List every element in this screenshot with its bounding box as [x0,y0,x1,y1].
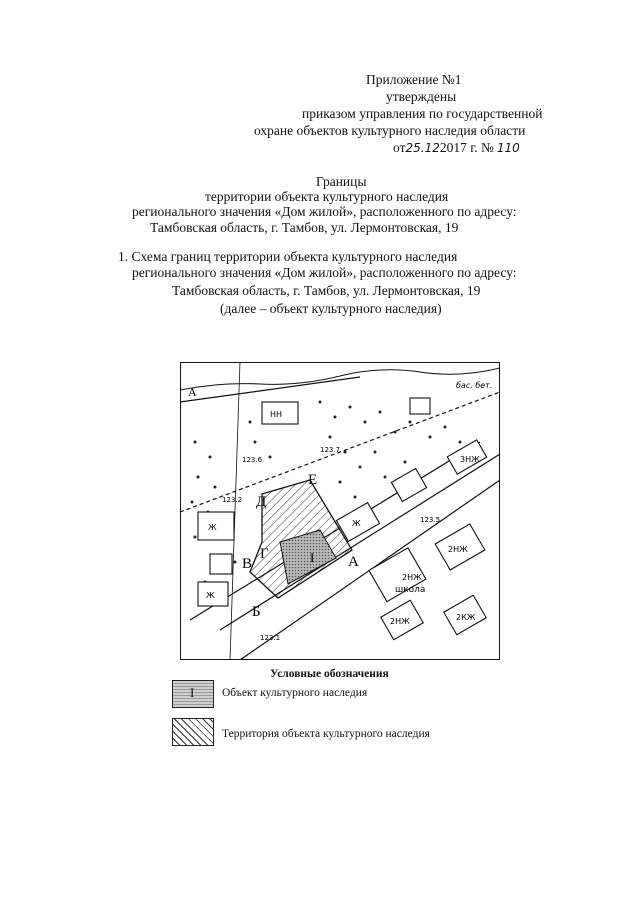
map-building-code: Ж [208,523,217,532]
map-elevation: 123.5 [420,516,441,524]
map-corner-text: бас. бет. [456,381,493,390]
approved-label: утверждены [386,89,457,104]
handwritten-number: 110 [496,141,520,155]
point-label-a: А [348,554,359,570]
legend-territory-label: Территория объекта культурного наследия [222,728,430,740]
order-line: приказом управления по государственной [302,106,543,121]
authority-line: охране объектов культурного наследия области [254,123,526,138]
map-elevation: 123.1 [260,634,281,642]
point-label-g: Г [260,546,269,562]
section-significance: регионального значения «Дом жилой», расположенного по адресу: [132,265,517,280]
year-number-label: 2017 г. № [439,140,494,155]
map-elevation: 123.2 [222,496,243,504]
map-school-label: школа [395,585,426,595]
legend-heritage-swatch [172,680,214,708]
date-prefix: от [393,140,406,155]
point-label-e: Е [308,472,318,488]
appendix-label: Приложение №1 [366,72,462,87]
title-significance: регионального значения «Дом жилой», расположенного по адресу: [132,204,517,219]
legend-heritage-label: Объект культурного наследия [222,687,368,699]
map-street-label: А [188,385,197,399]
map-building-code: 2КЖ [456,613,476,622]
order-date-line [393,140,520,156]
object-roman-label: I [310,550,315,565]
handwritten-date: 25.12 [405,141,440,155]
map-building-code: 2НЖ [448,545,468,554]
title-address: Тамбовская область, г. Тамбов, ул. Лермонтовская, 19 [150,220,459,235]
legend-territory-swatch [172,718,214,746]
section-heading: 1. Схема границ территории объекта культурного наследия [118,249,458,264]
map-building-code: 2НЖ [390,617,410,626]
map-building-code: 2НЖ [402,573,422,582]
map-building-code: НН [270,410,283,419]
section-address: Тамбовская область, г. Тамбов, ул. Лермонтовская, 19 [172,283,481,298]
title-territory: территории объекта культурного наследия [205,189,449,204]
map-elevation: 123.7 [320,446,341,454]
boundary-scheme-map [180,362,500,660]
legend-title: Условные обозначения [270,668,389,680]
legend-heritage-mark: I [190,685,195,700]
point-label-d: Д [256,494,267,510]
map-elevation: 123.6 [242,456,263,464]
section-note: (далее – объект культурного наследия) [220,301,442,316]
point-label-b: Б [252,604,261,620]
map-building-code: 3НЖ [460,455,480,464]
title-borders: Границы [316,174,367,189]
map-building-code: Ж [352,519,361,528]
point-label-v: В [242,556,253,572]
map-building-code: Ж [206,591,215,600]
